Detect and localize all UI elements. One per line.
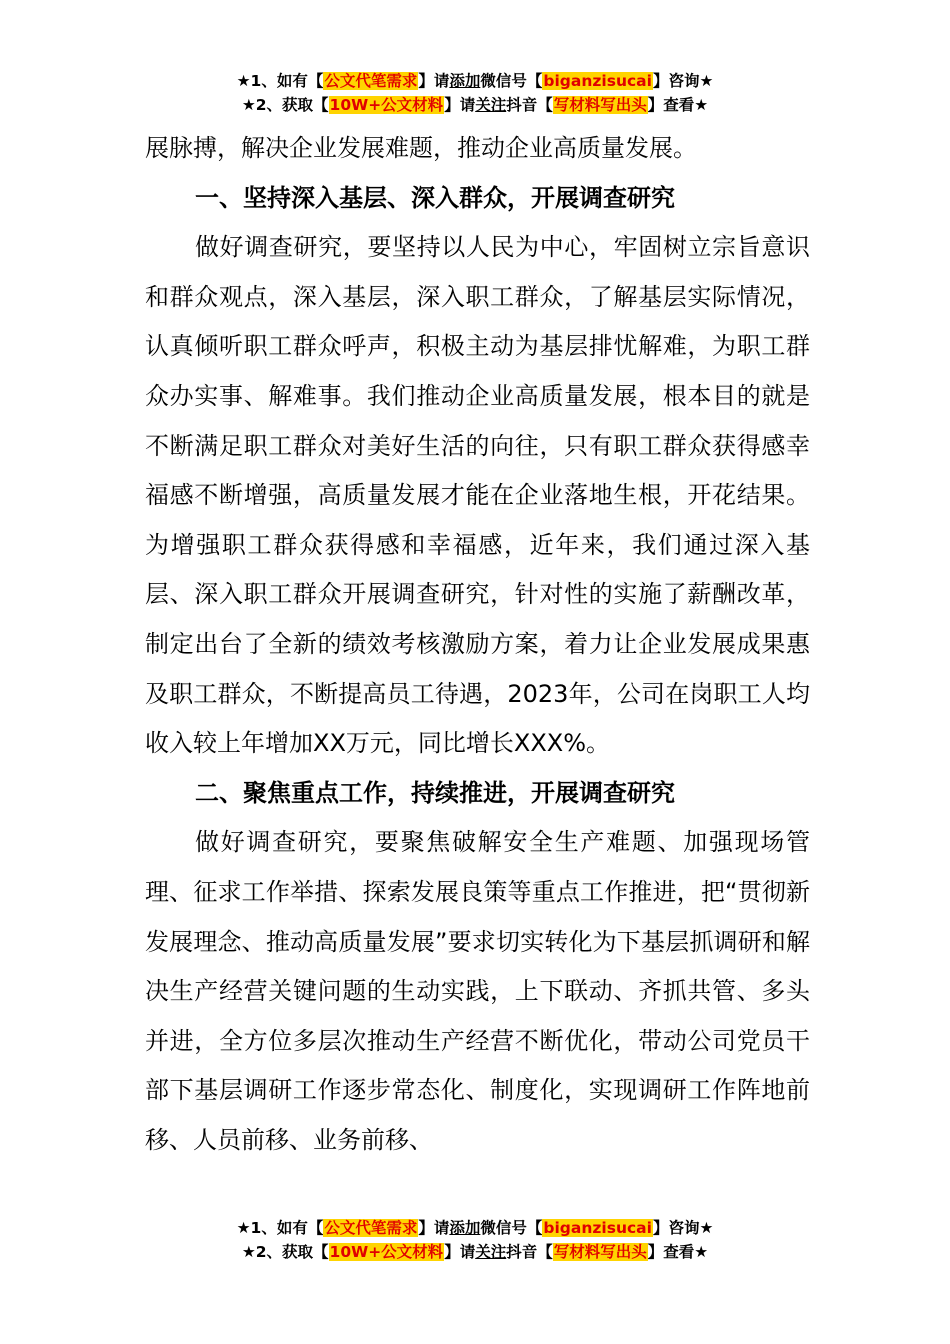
banner-text: 微信号【 bbox=[480, 72, 543, 90]
banner-text: ★2、获取【 bbox=[241, 1243, 329, 1261]
banner-line-1 bbox=[0, 1216, 950, 1240]
banner-text: 微信号【 bbox=[480, 1219, 543, 1237]
banner-highlight: 公文代笔需求 bbox=[324, 1219, 418, 1237]
banner-highlight: biganzisucai bbox=[543, 1219, 652, 1237]
paragraph-2: 做好调查研究，要聚焦破解安全生产难题、加强现场管理、征求工作举措、探索发展良策等重点工作推进，把“贯彻新发展理念、推动高质量发展”要求切实转化为下基层抓调研和解决生产经营关键问题的生动实践，上下联动、齐抓共管、多头并进，全方位多层次推动生产经营不断优化，带动公司党员干部下基层调研工作逐步常态化、制度化，实现调研工作阵地前移、人员前移、业务前移、 bbox=[145, 828, 810, 1154]
banner-text: 添加 bbox=[449, 72, 481, 90]
banner-text: 添加 bbox=[449, 1219, 481, 1237]
banner-highlight: 公文代笔需求 bbox=[324, 72, 418, 90]
banner-text: 关注 bbox=[475, 1243, 507, 1261]
banner-highlight: 10W+公文材料 bbox=[329, 1243, 444, 1261]
banner-text: 】咨询★ bbox=[652, 1219, 714, 1237]
banner-line-2 bbox=[0, 93, 950, 117]
banner-text: 】查看★ bbox=[647, 1243, 709, 1261]
banner-text: ★1、如有【 bbox=[236, 1219, 324, 1237]
section-heading-2: 二、聚焦重点工作，持续推进，开展调查研究 bbox=[195, 778, 675, 807]
banner-text: 关注 bbox=[475, 96, 507, 114]
document-body bbox=[145, 124, 810, 1165]
paragraph-continued: 展脉搏，解决企业发展难题，推动企业高质量发展。 bbox=[145, 134, 697, 162]
banner-text: 】查看★ bbox=[647, 96, 709, 114]
banner-text: 】请 bbox=[444, 1243, 476, 1261]
banner-text: 】请 bbox=[418, 72, 450, 90]
banner-highlight: biganzisucai bbox=[543, 72, 652, 90]
section-heading-1: 一、坚持深入基层、深入群众，开展调查研究 bbox=[195, 183, 675, 212]
banner-highlight: 写材料写出头 bbox=[553, 96, 647, 114]
banner-text: 】咨询★ bbox=[652, 72, 714, 90]
banner-highlight: 10W+公文材料 bbox=[329, 96, 444, 114]
banner-highlight: 写材料写出头 bbox=[553, 1243, 647, 1261]
banner-text: ★1、如有【 bbox=[236, 72, 324, 90]
banner-text: 】请 bbox=[444, 96, 476, 114]
banner-text: 抖音【 bbox=[506, 1243, 553, 1261]
banner-text: 抖音【 bbox=[506, 96, 553, 114]
banner-text: 】请 bbox=[418, 1219, 450, 1237]
footer-banner bbox=[0, 1216, 950, 1264]
banner-text: ★2、获取【 bbox=[241, 96, 329, 114]
banner-line-2 bbox=[0, 1240, 950, 1264]
header-banner bbox=[0, 69, 950, 117]
paragraph-1: 做好调查研究，要坚持以人民为中心，牢固树立宗旨意识和群众观点，深入基层，深入职工群众，了解基层实际情况，认真倾听职工群众呼声，积极主动为基层排忧解难，为职工群众办实事、解难事。我们推动企业高质量发展，根本目的就是不断满足职工群众对美好生活的向往，只有职工群众获得感幸福感不断增强，高质量发展才能在企业落地生根，开花结果。为增强职工群众获得感和幸福感，近年来，我们通过深入基层、深入职工群众开展调查研究，针对性的实施了薪酬改革，制定出台了全新的绩效考核激励方案，着力让企业发展成果惠及职工群众，不断提高员工待遇，2023年，公司在岗职工人均收入较上年增加XX万元，同比增长XXX%。 bbox=[145, 233, 810, 758]
banner-line-1 bbox=[0, 69, 950, 93]
